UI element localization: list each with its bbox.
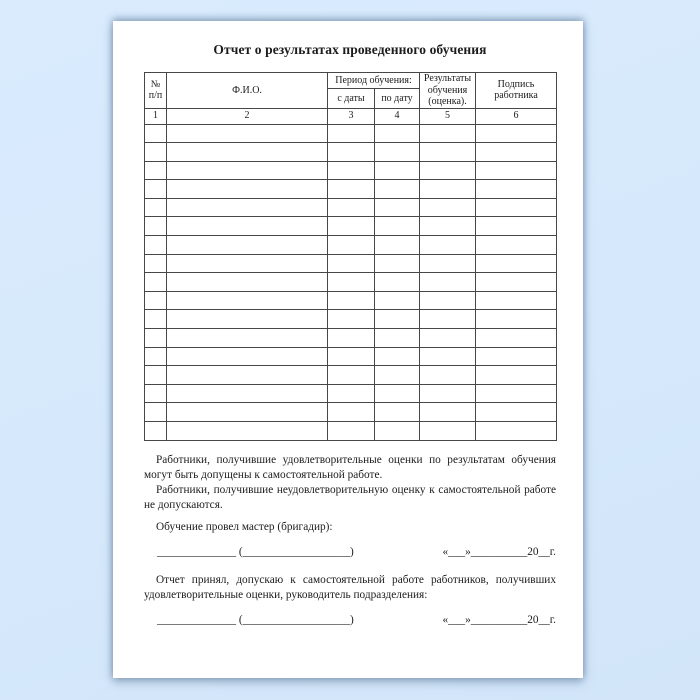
training-results-table bbox=[144, 72, 557, 441]
table-cell bbox=[420, 217, 476, 236]
table-cell bbox=[476, 273, 557, 292]
signature-blank: ______________ (___________________) bbox=[157, 614, 354, 627]
table-cell bbox=[476, 422, 557, 441]
table-cell bbox=[328, 254, 375, 273]
table-cell bbox=[145, 347, 167, 366]
table-row bbox=[145, 236, 557, 255]
table-row bbox=[145, 291, 557, 310]
table-row bbox=[145, 254, 557, 273]
table-cell bbox=[375, 254, 420, 273]
table-cell bbox=[145, 329, 167, 348]
table-cell bbox=[328, 273, 375, 292]
table-cell bbox=[167, 198, 328, 217]
table-cell bbox=[145, 217, 167, 236]
table-cell bbox=[476, 124, 557, 143]
table-cell bbox=[328, 384, 375, 403]
table-cell bbox=[328, 366, 375, 385]
table-cell bbox=[328, 217, 375, 236]
table-cell bbox=[476, 366, 557, 385]
table-row bbox=[145, 161, 557, 180]
document-page bbox=[113, 21, 583, 678]
table-cell bbox=[375, 291, 420, 310]
table-cell bbox=[420, 273, 476, 292]
table-cell bbox=[375, 310, 420, 329]
table-cell bbox=[145, 161, 167, 180]
table-cell bbox=[375, 329, 420, 348]
table-cell bbox=[375, 273, 420, 292]
column-number: 3 bbox=[328, 108, 375, 124]
table-cell bbox=[328, 310, 375, 329]
paragraph-unsatisfactory: Работники, получившие неудовлетворительную оценку к самостоятельной работе не допускаются. bbox=[144, 484, 556, 512]
table-cell bbox=[420, 310, 476, 329]
signature-blank: ______________ (___________________) bbox=[157, 545, 354, 558]
table-cell bbox=[476, 347, 557, 366]
table-cell bbox=[476, 143, 557, 162]
table-cell bbox=[476, 310, 557, 329]
table-cell bbox=[145, 143, 167, 162]
report-accepted-paragraph: Отчет принял, допускаю к самостоятельной работе работников, получивших удовлетворительные оценки, руководитель подразделения: bbox=[144, 573, 556, 602]
table-cell bbox=[375, 403, 420, 422]
table-row bbox=[145, 180, 557, 199]
table-cell bbox=[145, 291, 167, 310]
table-cell bbox=[328, 347, 375, 366]
table-cell bbox=[167, 310, 328, 329]
table-cell bbox=[145, 422, 167, 441]
table-cell bbox=[375, 143, 420, 162]
table-cell bbox=[328, 329, 375, 348]
table-cell bbox=[145, 254, 167, 273]
table-row bbox=[145, 347, 557, 366]
table-cell bbox=[167, 161, 328, 180]
table-cell bbox=[145, 180, 167, 199]
table-cell bbox=[167, 291, 328, 310]
table-cell bbox=[167, 124, 328, 143]
header-row-number: № п/п bbox=[145, 73, 167, 109]
table-cell bbox=[145, 236, 167, 255]
table-cell bbox=[328, 124, 375, 143]
table-cell bbox=[167, 180, 328, 199]
table-cell bbox=[167, 273, 328, 292]
table-cell bbox=[420, 143, 476, 162]
table-row bbox=[145, 198, 557, 217]
table-body bbox=[145, 124, 557, 440]
table-cell bbox=[167, 422, 328, 441]
table-cell bbox=[375, 236, 420, 255]
table-cell bbox=[145, 124, 167, 143]
table-row bbox=[145, 329, 557, 348]
table-cell bbox=[420, 254, 476, 273]
table-cell bbox=[420, 384, 476, 403]
table-cell bbox=[476, 217, 557, 236]
table-cell bbox=[145, 384, 167, 403]
table-cell bbox=[420, 180, 476, 199]
paragraph-satisfactory: Работники, получившие удовлетворительные оценки по результатам обучения могут быть допущены к самостоятельной работе. bbox=[144, 453, 556, 481]
table-cell bbox=[145, 310, 167, 329]
table-cell bbox=[476, 291, 557, 310]
table-cell bbox=[476, 198, 557, 217]
column-number: 6 bbox=[476, 108, 557, 124]
trainer-line: Обучение провел мастер (бригадир): bbox=[156, 521, 333, 534]
table-cell bbox=[375, 161, 420, 180]
table-cell bbox=[328, 198, 375, 217]
table-cell bbox=[420, 403, 476, 422]
table-cell bbox=[375, 422, 420, 441]
table-cell bbox=[145, 198, 167, 217]
table-cell bbox=[476, 254, 557, 273]
header-from-date: с даты bbox=[328, 89, 375, 108]
table-cell bbox=[375, 198, 420, 217]
table-cell bbox=[328, 143, 375, 162]
table-cell bbox=[420, 422, 476, 441]
table-cell bbox=[167, 403, 328, 422]
table-cell bbox=[375, 366, 420, 385]
table-cell bbox=[328, 236, 375, 255]
table-cell bbox=[476, 236, 557, 255]
date-blank: «___»__________20__г. bbox=[442, 545, 556, 558]
table-cell bbox=[375, 180, 420, 199]
table-cell bbox=[420, 291, 476, 310]
table-row bbox=[145, 384, 557, 403]
table-cell bbox=[476, 329, 557, 348]
column-number: 5 bbox=[420, 108, 476, 124]
table-cell bbox=[167, 143, 328, 162]
table-cell bbox=[476, 403, 557, 422]
table-cell bbox=[167, 347, 328, 366]
table-cell bbox=[145, 403, 167, 422]
table-cell bbox=[375, 347, 420, 366]
table-cell bbox=[375, 384, 420, 403]
table-cell bbox=[167, 366, 328, 385]
table-cell bbox=[167, 254, 328, 273]
header-worker-signature: Подпись работника bbox=[476, 73, 557, 109]
table-row bbox=[145, 422, 557, 441]
table-cell bbox=[476, 180, 557, 199]
table-cell bbox=[476, 161, 557, 180]
trainer-signature-line bbox=[144, 545, 556, 560]
table-row bbox=[145, 310, 557, 329]
column-number: 4 bbox=[375, 108, 420, 124]
table-header bbox=[145, 73, 557, 125]
table-cell bbox=[375, 217, 420, 236]
document-title: Отчет о результатах проведенного обучения bbox=[213, 42, 487, 57]
body-text-block bbox=[144, 453, 556, 629]
table-cell bbox=[167, 384, 328, 403]
table-cell bbox=[328, 180, 375, 199]
table-cell bbox=[420, 236, 476, 255]
table-cell bbox=[167, 329, 328, 348]
date-blank: «___»__________20__г. bbox=[442, 614, 556, 627]
table-cell bbox=[420, 198, 476, 217]
column-number: 1 bbox=[145, 108, 167, 124]
table-row bbox=[145, 124, 557, 143]
table-cell bbox=[328, 403, 375, 422]
header-results: Результаты обучения (оценка). bbox=[420, 73, 476, 109]
table-cell bbox=[420, 161, 476, 180]
header-to-date: по дату bbox=[375, 89, 420, 108]
table-row bbox=[145, 403, 557, 422]
table-row bbox=[145, 217, 557, 236]
table-cell bbox=[167, 217, 328, 236]
supervisor-signature-line bbox=[144, 613, 556, 628]
table-cell bbox=[375, 124, 420, 143]
table-cell bbox=[328, 291, 375, 310]
header-training-period: Период обучения: bbox=[328, 73, 420, 89]
table-cell bbox=[420, 329, 476, 348]
table-cell bbox=[328, 422, 375, 441]
table-row bbox=[145, 273, 557, 292]
table-cell bbox=[328, 161, 375, 180]
table-cell bbox=[167, 236, 328, 255]
table-cell bbox=[420, 366, 476, 385]
table-cell bbox=[420, 347, 476, 366]
table-cell bbox=[420, 124, 476, 143]
header-full-name: Ф.И.О. bbox=[167, 73, 328, 109]
table-cell bbox=[145, 273, 167, 292]
table-cell bbox=[145, 366, 167, 385]
table-row bbox=[145, 143, 557, 162]
column-numbers-row bbox=[145, 108, 557, 124]
table-cell bbox=[476, 384, 557, 403]
column-number: 2 bbox=[167, 108, 328, 124]
table-row bbox=[145, 366, 557, 385]
